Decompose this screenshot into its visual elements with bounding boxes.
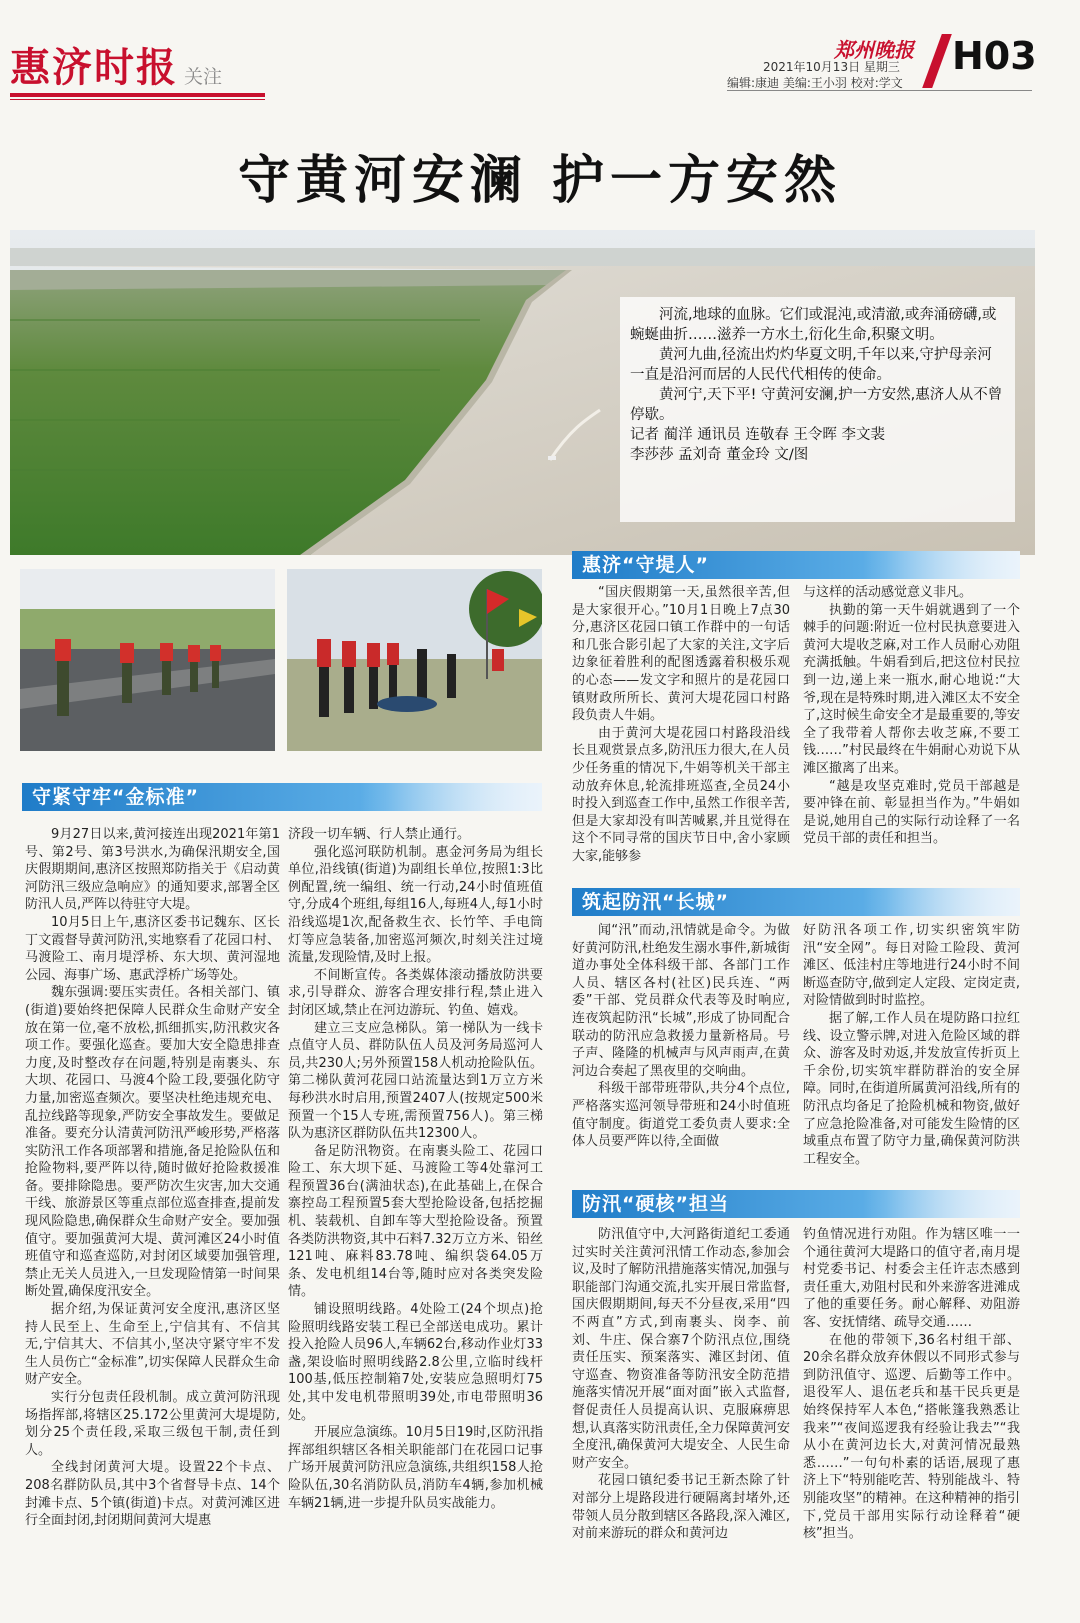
date-line: 2021年10月13日 星期三: [763, 60, 900, 74]
editors-line: 编辑:康迪 美编:王小羽 校对:学文: [727, 76, 903, 90]
section-tag: 关注: [184, 66, 223, 88]
flood-drill-photo: [287, 569, 542, 751]
paragraph: 好防汛各项工作,切实织密筑牢防汛“安全网”。每日对险工险段、黄河滩区、低洼村庄等地进行24小时不间断巡查防守,做到定人定段、定岗定责,对险情做到时时监控。: [803, 923, 1020, 1009]
header-rule: [10, 93, 265, 97]
byline-1: 记者 蔺洋 通讯员 连敬春 王令晖 李文裴: [630, 427, 886, 443]
paragraph: 据介绍,为保证黄河安全度汛,惠济区坚持人民至上、生命至上,宁信其有、不信其无,宁信其大、不信其小,坚决守紧守牢不发生人员伤亡“金标准”,切实保障人民群众生命财产安全。: [25, 1302, 280, 1388]
section-header-hardcore: 防汛“硬核”担当: [572, 1190, 1020, 1218]
paragraph: 建立三支应急梯队。第一梯队为一线卡点值守人员、群防队伍人员及河务局巡河人员,共230人;另外预置158人机动抢险队伍。第二梯队黄河花园口站流量达到1万立方米每秒洪水时启用,预置2407人(按规定500米预置一个15人专班,需预置756人)。第三梯队为惠济区群防队伍共12300人。: [288, 1020, 543, 1142]
paragraph: 强化巡河联防机制。惠金河务局为组长单位,沿线镇(街道)为副组长单位,按照1:3比例配置,统一编组、统一行动,24小时值班值守,分成4个班组,每组16人,每班4人,每1小时沿线巡堤1次,配备救生衣、长竹竿、手电筒灯等应急装备,加密巡河频次,时刻关注过境流量,发现险情,及时上报。: [288, 844, 543, 966]
paragraph: 钓鱼情况进行劝阻。作为辖区唯一一个通往黄河大堤路口的值守者,南月堤村党委书记、村委会主任许志杰感到责任重大,劝阻村民和外来游客进滩成了他的重要任务。耐心解释、劝阻游客、安抚情绪、疏导交通……: [803, 1227, 1020, 1330]
intro-paragraph-2: 黄河九曲,径流出灼灼华夏文明,千年以来,守护母亲河一直是沿河而居的人民代代相传的使命。: [630, 347, 992, 383]
paragraph: 魏东强调:要压实责任。各相关部门、镇(街道)要始终把保障人民群众生命财产安全放在第一位,毫不放松,抓细抓实,防汛救灾各项工作。要强化巡查。要加大安全隐患排查力度,及时整改存在问题,特别是南裹头、东大坝、花园口、马渡4个险工段,要强化防守力量,加密巡查频次。要坚决杜绝违规充电、乱拉线路等现象,严防安全事故发生。要做足准备。要充分认清黄河防汛严峻形势,严格落实防汛工作各项部署和措施,备足抢险队伍和抢险物料,要严阵以待,随时做好抢险救援准备。要排除隐患。要严防次生灾害,加大交通干线、旅游景区等重点部位巡查排查,提前发现风险隐患,确保群众生命财产安全。要加强值守。要加强黄河大堤、黄河滩区24小时值班值守和巡查巡防,对封闭区域要加强管理,禁止无关人员进入,一旦发现险情第一时间果断处置,确保度汛安全。: [25, 985, 280, 1300]
article-great-wall-col2: [803, 922, 1020, 1184]
paragraph: 据了解,工作人员在堤防路口拉红线、设立警示牌,对进入危险区域的群众、游客及时劝返,并发放宣传折页上千余份,切实筑牢群防群治的安全屏障。同时,在街道所属黄河沿线,所有的防汛点均备足了抢险机械和物资,做好了应急抢险准备,对可能发生险情的区域重点布置了防守力量,确保黄河防洪工程安全。: [803, 1010, 1020, 1167]
header-underline: [727, 90, 1032, 91]
slash-mark: [922, 34, 952, 88]
paragraph: 全线封闭黄河大堤。设置22个卡点、208名群防队员,其中3个省督导卡点、14个封滩卡点、5个镇(街道)卡点。对黄河滩区进行全面封闭,封闭期间黄河大堤惠: [25, 1460, 280, 1529]
paragraph: 开展应急演练。10月5日19时,区防汛指挥部组织辖区各相关职能部门在花园口记事广场开展黄河防汛应急演练,共组织158人抢险队伍,30名消防队员,消防车4辆,参加机械车辆21辆,进一步提升队员实战能力。: [288, 1425, 543, 1511]
article-gold-standard-col1: [25, 826, 280, 1616]
intro-box: [620, 297, 1015, 522]
article-gold-standard-col2: [288, 826, 543, 1616]
paragraph: 济段一切车辆、行人禁止通行。: [288, 827, 471, 842]
paragraph: 由于黄河大堤花园口村路段沿线长且观赏景点多,防汛压力很大,在人员少任务重的情况下,牛娟等机关干部主动放弃休息,轮流排班巡查,全员24小时投入到巡查工作中,虽然工作很辛苦,但是大家却没有叫苦喊累,并且觉得在这个不同寻常的国庆节日中,舍小家顾大家,能够参: [572, 725, 790, 864]
paragraph: 执勤的第一天牛娟就遇到了一个棘手的问题:附近一位村民执意要进入黄河大堤收芝麻,对工作人员耐心劝阻充满抵触。牛娟看到后,把这位村民拉到一边,递上来一瓶水,耐心地说:“大爷,现在是特殊时期,进入滩区太不安全了,这时候生命安全才是最重要的,等安全了我带着人帮你去收芝麻,不要工钱……”村民最终在牛娟耐心劝说下从滩区撤离了出来。: [803, 602, 1020, 776]
page-title: 守黄河安澜 护一方安然: [237, 150, 843, 211]
page-number: H03: [952, 34, 1037, 78]
article-great-wall-col1: [572, 922, 790, 1184]
patrol-team-photo: [20, 569, 275, 751]
section-header-dike-guardians: 惠济“守堤人”: [572, 551, 1020, 579]
paper-name: 郑州晚报: [834, 38, 914, 62]
section-name: 惠济时报: [10, 45, 178, 91]
section-header-great-wall: 筑起防汛“长城”: [572, 888, 1020, 916]
intro-paragraph-3: 黄河宁,天下平! 守黄河安澜,护一方安然,惠济人从不曾停歇。: [630, 387, 1003, 423]
article-hardcore-col2: [803, 1226, 1020, 1616]
paragraph: 9月27日以来,黄河接连出现2021年第1号、第2号、第3号洪水,为确保汛期安全,国庆假期期间,惠济区按照郑防指关于《启动黄河防汛三级应急响应》的通知要求,部署全区防汛人员,严阵以待驻守大堤。: [25, 827, 280, 913]
paragraph: 与这样的活动感觉意义非凡。: [803, 585, 973, 600]
paragraph: 闻“汛”而动,汛情就是命令。为做好黄河防汛,杜绝发生溺水事件,新城街道办事处全体科级干部、各部门工作人员、辖区各村(社区)民兵连、“两委”干部、党员群众代表等及时响应,连夜筑起防汛“长城”,形成了协同配合联动的防汛应急救援力量新格局。号子声、隆隆的机械声与风声雨声,在黄河边合奏起了黑夜里的交响曲。: [572, 923, 790, 1079]
article-dike-guardians-col2: [803, 584, 1020, 879]
paragraph: 不间断宣传。各类媒体滚动播放防洪要求,引导群众、游客合理安排行程,禁止进入封闭区域,禁止在河边游玩、钓鱼、嬉戏。: [288, 967, 543, 1018]
intro-paragraph-1: 河流,地球的血脉。它们或混沌,或清澈,或奔涌磅礴,或蜿蜒曲折……滋养一方水土,衍化生命,积聚文明。: [630, 307, 997, 343]
section-header-gold-standard: 守紧守牢“金标准”: [22, 783, 542, 811]
paragraph: 10月5日上午,惠济区委书记魏东、区长丁文霞督导黄河防汛,实地察看了花园口村、马渡险工、南月堤浮桥、东大坝、黄河湿地公园、海事广场、惠武浮桥广场等处。: [25, 914, 280, 983]
header-rule-thin: [10, 99, 265, 100]
article-dike-guardians-col1: [572, 584, 790, 879]
paragraph: 科级干部带班带队,共分4个点位,严格落实巡河领导带班和24小时值班值守制度。街道党工委负责人要求:全体人员要严阵以待,全面做: [572, 1081, 790, 1150]
paragraph: 在他的带领下,36名村组干部、20余名群众放弃休假以不同形式参与到防汛值守、巡逻、后勤等工作中。退役军人、退伍老兵和基干民兵更是始终保持军人本色,“搭帐篷我熟悉让我来”“夜间巡逻我有经验让我去”“我从小在黄河边长大,对黄河情况最熟悉……”一句句朴素的话语,展现了惠济上下“特别能吃苦、特别能战斗、特别能攻坚”的精神。在这种精神的指引下,党员干部用实际行动诠释着“硬核”担当。: [803, 1332, 1020, 1542]
paragraph: “越是攻坚克难时,党员干部越是要冲锋在前、彰显担当作为。”牛娟如是说,她用自己的实际行动诠释了一名党员干部的责任和担当。: [803, 778, 1020, 847]
paragraph: “国庆假期第一天,虽然很辛苦,但是大家很开心。”10月1日晚上7点30分,惠济区花园口镇工作群中的一句话和几张合影引起了大家的关注,文字后边象征着胜利的配图透露着积极乐观的心态——发文字和照片的是花园口镇财政所所长、黄河大堤花园口村路段负责人牛娟。: [572, 585, 790, 724]
paragraph: 防汛值守中,大河路街道纪工委通过实时关注黄河汛情工作动态,参加会议,及时了解防汛措施落实情况,加强与职能部门沟通交流,扎实开展日常监督,国庆假期期间,每天不分昼夜,采用“四不两直”方式,到南裹头、岗李、前刘、牛庄、保合寨7个防汛点位,围绕责任压实、预案落实、滩区封闭、值守巡查、物资准备等防汛安全防范措施落实情况开展“面对面”嵌入式监督,督促责任人员提高认识、克服麻痹思想,认真落实防汛责任,全力保障黄河安全度汛,确保黄河大堤安全、人民生命财产安全。: [572, 1227, 790, 1471]
article-hardcore-col1: [572, 1226, 790, 1616]
paragraph: 铺设照明线路。4处险工(24个坝点)抢险照明线路安装工程已全部送电成功。累计投入抢险人员96人,车辆62台,移动作业灯33盏,架设临时照明线路2.8公里,立临时线杆100基,低压控制箱7处,安装应急照明灯75处,其中发电机带照明39处,市电带照明36处。: [288, 1302, 543, 1423]
paragraph: 花园口镇纪委书记王新杰除了针对部分上堤路段进行硬隔离封堵外,还带领人员分散到辖区各路段,深入滩区,对前来游玩的群众和黄河边: [572, 1473, 790, 1542]
paragraph: 实行分包责任段机制。成立黄河防汛现场指挥部,将辖区25.172公里黄河大堤堤防,划分25个责任段,采取三级包干制,责任到人。: [25, 1390, 280, 1458]
byline-2: 李莎莎 孟刘奇 董金玲 文/图: [630, 447, 809, 463]
paragraph: 备足防汛物资。在南裹头险工、花园口险工、东大坝下延、马渡险工等4处靠河工程预置36台(满油状态),在此基础上,在保合寨控岛工程预置5套大型抢险设备,包括挖掘机、装载机、自卸车等大型抢险设备。预置各类防洪物资,其中石料7.32万立方米、铅丝121吨、麻料83.78吨、编织袋64.05万条、发电机组14台等,随时应对各类突发险情。: [288, 1143, 543, 1300]
